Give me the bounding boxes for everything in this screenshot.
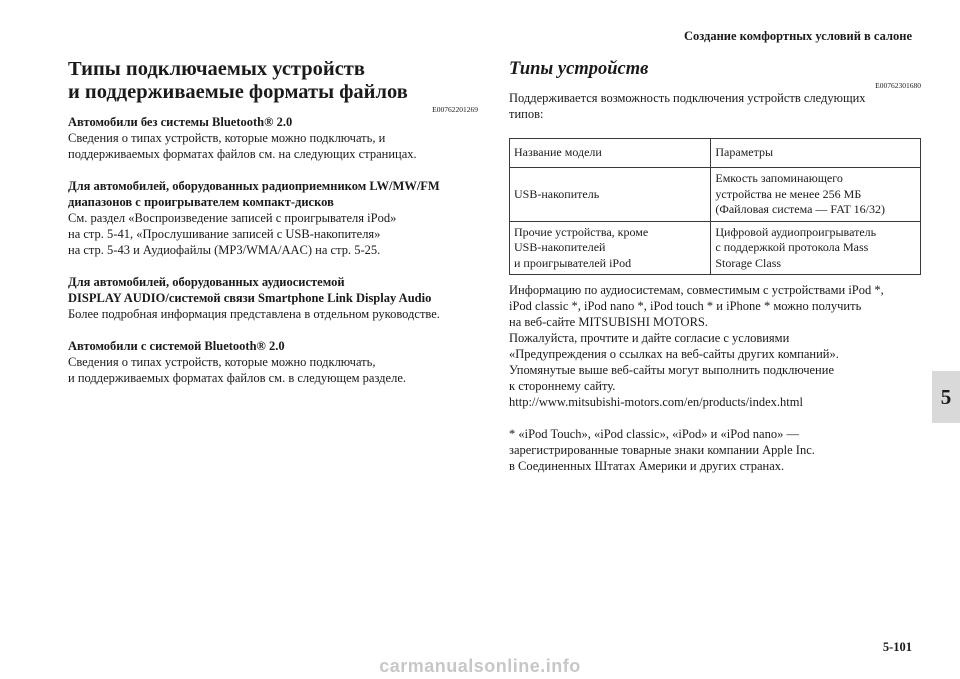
table-row <box>510 221 921 275</box>
table-header-row <box>510 139 921 168</box>
right-column <box>509 58 921 474</box>
block2-text: См. раздел «Воспроизведение записей с проигрывателя iPod» на стр. 5-41, «Прослушивание записей с USB-накопителя» на стр. 5-43 и Аудиофайлы (MP3/WMA/AAC) на стр. 5-25. <box>68 211 397 257</box>
table-cell-params: Емкость запоминающего устройства не менее 256 МБ (Файловая система — FAT 16/32) <box>711 168 921 222</box>
table-cell-model: USB-накопитель <box>510 168 711 222</box>
section-code: E00762201269 <box>432 105 478 114</box>
trademark-footnote: * «iPod Touch», «iPod classic», «iPod» и «iPod nano» — зарегистрированные товарные знаки компании Apple Inc. в Соединенных Штатах Америки и других странах. <box>509 427 815 473</box>
block4-text: Сведения о типах устройств, которые можно подключать, и поддерживаемых форматах файлов см. в следующем разделе. <box>68 355 406 385</box>
table-row <box>510 168 921 222</box>
section-header: Создание комфортных условий в салоне <box>683 29 912 43</box>
watermark: carmanualsonline.info <box>379 656 581 676</box>
page-number: 5-101 <box>882 640 912 654</box>
block2-subtitle: Для автомобилей, оборудованных радиоприемником LW/MW/FM диапазонов с проигрывателем компакт-дисков <box>68 179 440 209</box>
block3-subtitle: Для автомобилей, оборудованных аудиосистемой DISPLAY AUDIO/системой связи Smartphone Link Display Audio <box>68 275 432 305</box>
section-title-line1: Типы подключаемых устройств <box>68 58 365 80</box>
section-title-line2: и поддерживаемые форматы файлов <box>68 81 408 103</box>
table-cell-params: Цифровой аудиопроигрыватель с поддержкой протокола Mass Storage Class <box>711 221 921 275</box>
block1-text: Сведения о типах устройств, которые можно подключать, и поддерживаемых форматах файлов см. на следующих страницах. <box>68 131 417 161</box>
block4-subtitle: Автомобили с системой Bluetooth® 2.0 <box>68 339 285 353</box>
section-title <box>68 58 478 104</box>
table-header-model: Название модели <box>510 139 711 168</box>
left-column <box>68 58 478 386</box>
block3-text: Более подробная информация представлена в отдельном руководстве. <box>68 307 440 321</box>
chapter-tab: 5 <box>932 371 960 423</box>
device-types-table <box>509 138 921 275</box>
table-cell-model: Прочие устройства, кроме USB-накопителей и проигрывателей iPod <box>510 221 711 275</box>
device-types-title: Типы устройств <box>509 59 649 79</box>
device-types-intro: Поддерживается возможность подключения устройств следующих типов: <box>509 91 866 121</box>
block1-subtitle: Автомобили без системы Bluetooth® 2.0 <box>68 115 293 129</box>
compatibility-info: Информацию по аудиосистемам, совместимым с устройствами iPod *, iPod classic *, iPod nano *, iPod touch * и iPhone * можно получить на веб-сайте MITSUBISHI MOTORS. Пожалуйста, прочтите и дайте согласие с условиями «Предупреждения о ссылках на веб-сайты других компаний». Упомянутые выше веб-сайты могут выполнить подключение к стороннему сайту. http://www.mitsubishi-motors.com/en/products/index.html <box>509 283 884 409</box>
table-header-params: Параметры <box>711 139 921 168</box>
device-types-code: E00762301680 <box>875 81 921 90</box>
